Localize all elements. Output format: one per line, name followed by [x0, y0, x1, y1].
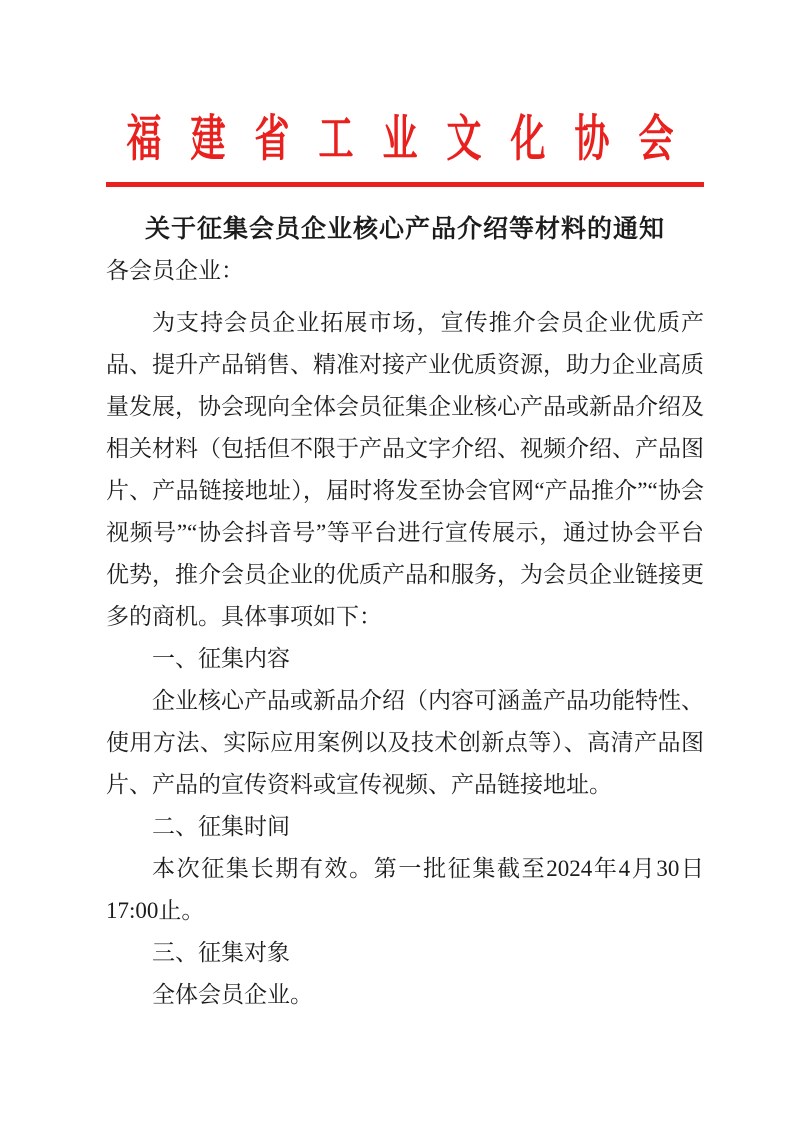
paragraph-collection-time: 本次征集长期有效。第一批征集截至2024年4月30日17:00止。 — [106, 856, 704, 923]
paragraph-intro: 为支持会员企业拓展市场，宣传推介会员企业优质产品、提升产品销售、精准对接产业优质资源，助力企业高质量发展，协会现向全体会员征集企业核心产品或新品介绍及相关材料（包括但不限于产品文字介绍、视频介绍、产品图片、产品链接地址），届时将发至协会官网“产品推介”“协会视频号”“协会抖音号”等平台进行宣传展示，通过协会平台优势，推介会员企业的优质产品和服务，为会员企业链接更多的商机。具体事项如下： — [106, 310, 704, 629]
salutation: 各会员企业： — [106, 258, 244, 283]
section-heading-collection-time: 二、征集时间 — [152, 814, 290, 839]
notice-body — [106, 217, 704, 1016]
letterhead-divider — [106, 182, 704, 187]
paragraph-collection-target: 全体会员企业。 — [152, 982, 313, 1007]
section-heading-collection-target: 三、征集对象 — [152, 940, 290, 965]
organization-name: 福建省工业文化协会 — [126, 111, 703, 167]
paragraph-collection-content: 企业核心产品或新品介绍（内容可涵盖产品功能特性、使用方法、实际应用案例以及技术创新点等）、高清产品图片、产品的宣传资料或宣传视频、产品链接地址。 — [106, 688, 704, 797]
document-title: 关于征集会员企业核心产品介绍等材料的通知 — [144, 216, 665, 243]
paragraphs — [106, 302, 704, 1016]
section-heading-collection-content: 一、征集内容 — [152, 646, 290, 671]
letterhead — [0, 0, 800, 167]
